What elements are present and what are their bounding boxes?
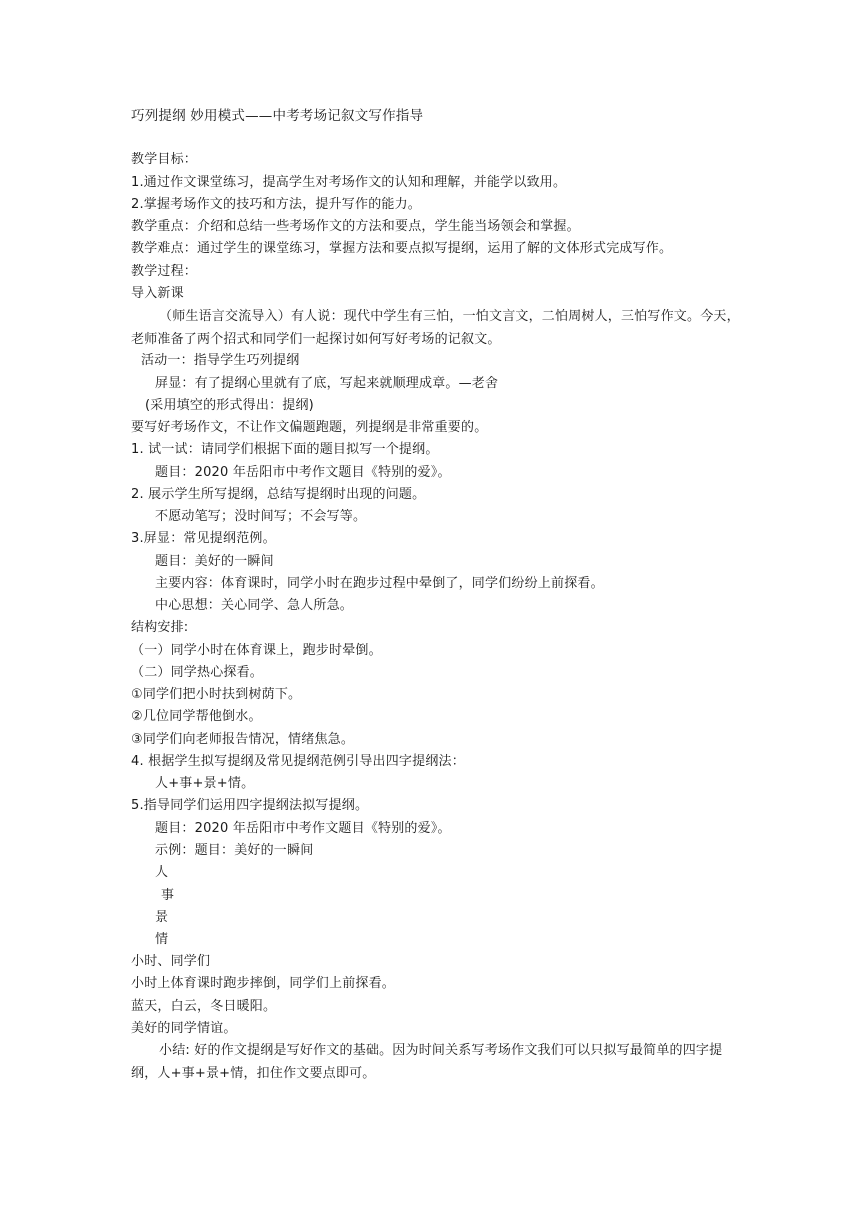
element-event: 事 <box>161 888 175 903</box>
section-heading-process: 教学过程： <box>131 264 198 279</box>
four-char-formula: 人+事+景+情。 <box>155 776 255 791</box>
section-heading-goals: 教学目标： <box>131 152 198 167</box>
activity-one-heading: 活动一：指导学生巧列提纲 <box>141 353 300 368</box>
step-4: 4. 根据学生拟写提纲及常见提纲范例引导出四字提纲法： <box>131 754 465 769</box>
step-2: 2. 展示学生所写提纲，总结写提纲时出现的问题。 <box>131 487 426 502</box>
step-2-problems: 不愿动笔写；没时间写；不会写等。 <box>155 509 367 524</box>
structure-heading: 结构安排: <box>131 620 189 635</box>
fill-in-note: (采用填空的形式得出：提纲) <box>145 398 314 413</box>
summary-paragraph: 小结: 好的作文提纲是写好作文的基础。因为时间关系写考场作文我们可以只拟写最简单的四字提纲，人+事+景+情，扣住作文要点即可。 <box>131 1043 723 1081</box>
document-title: 巧列提纲 妙用模式——中考考场记叙文写作指导 <box>131 108 424 124</box>
outline-importance: 要写好考场作文，不让作文偏题跑题，列提纲是非常重要的。 <box>131 420 488 435</box>
answer-event: 小时上体育课时跑步摔倒，同学们上前探看。 <box>131 976 396 991</box>
example-topic: 题目：美好的一瞬间 <box>155 554 274 569</box>
step-1-topic: 题目：2020 年岳阳市中考作文题目《特别的爱》。 <box>155 465 451 480</box>
structure-sub-2: ②几位同学帮他倒水。 <box>131 709 262 724</box>
answer-scene: 蓝天，白云，冬日暖阳。 <box>131 999 277 1014</box>
screen-quote: 屏显：有了提纲心里就有了底，写起来就顺理成章。—老舍 <box>155 376 499 391</box>
goal-item-1: 1.通过作文课堂练习，提高学生对考场作文的认知和理解，并能学以致用。 <box>131 175 567 190</box>
answer-emotion: 美好的同学情谊。 <box>131 1021 237 1036</box>
teaching-difficulty: 教学难点：通过学生的课堂练习，掌握方法和要点拟写提纲，运用了解的文体形式完成写作。 <box>131 241 673 256</box>
goal-item-2: 2.掌握考场作文的技巧和方法，提升写作的能力。 <box>131 197 422 212</box>
teaching-key-point: 教学重点：介绍和总结一些考场作文的方法和要点，学生能当场领会和掌握。 <box>131 219 580 234</box>
structure-part-1: （一）同学小时在体育课上，跑步时晕倒。 <box>131 643 382 658</box>
step-3: 3.屏显：常见提纲范例。 <box>131 531 276 546</box>
step-1: 1. 试一试：请同学们根据下面的题目拟写一个提纲。 <box>131 442 439 457</box>
step-5: 5.指导同学们运用四字提纲法拟写提纲。 <box>131 798 369 813</box>
element-person: 人 <box>155 865 169 880</box>
structure-part-2: （二）同学热心探看。 <box>131 665 264 680</box>
step-5-topic: 题目：2020 年岳阳市中考作文题目《特别的爱》。 <box>155 821 451 836</box>
structure-sub-1: ①同学们把小时扶到树荫下。 <box>131 687 302 702</box>
step-5-example: 示例：题目：美好的一瞬间 <box>155 843 314 858</box>
structure-sub-3: ③同学们向老师报告情况，情绪焦急。 <box>131 732 355 747</box>
subheading-intro: 导入新课 <box>131 286 184 301</box>
answer-person: 小时、同学们 <box>131 954 211 969</box>
example-main-content: 主要内容：体育课时，同学小时在跑步过程中晕倒了，同学们纷纷上前探看。 <box>155 576 604 591</box>
element-emotion: 情 <box>155 932 169 947</box>
intro-paragraph: （师生语言交流导入）有人说：现代中学生有三怕，一怕文言文，二怕周树人，三怕写作文。今天，老师准备了两个招式和同学们一起探讨如何写好考场的记叙文。 <box>131 309 740 347</box>
example-central-idea: 中心思想：关心同学、急人所急。 <box>155 598 354 613</box>
element-scene: 景 <box>155 910 169 925</box>
